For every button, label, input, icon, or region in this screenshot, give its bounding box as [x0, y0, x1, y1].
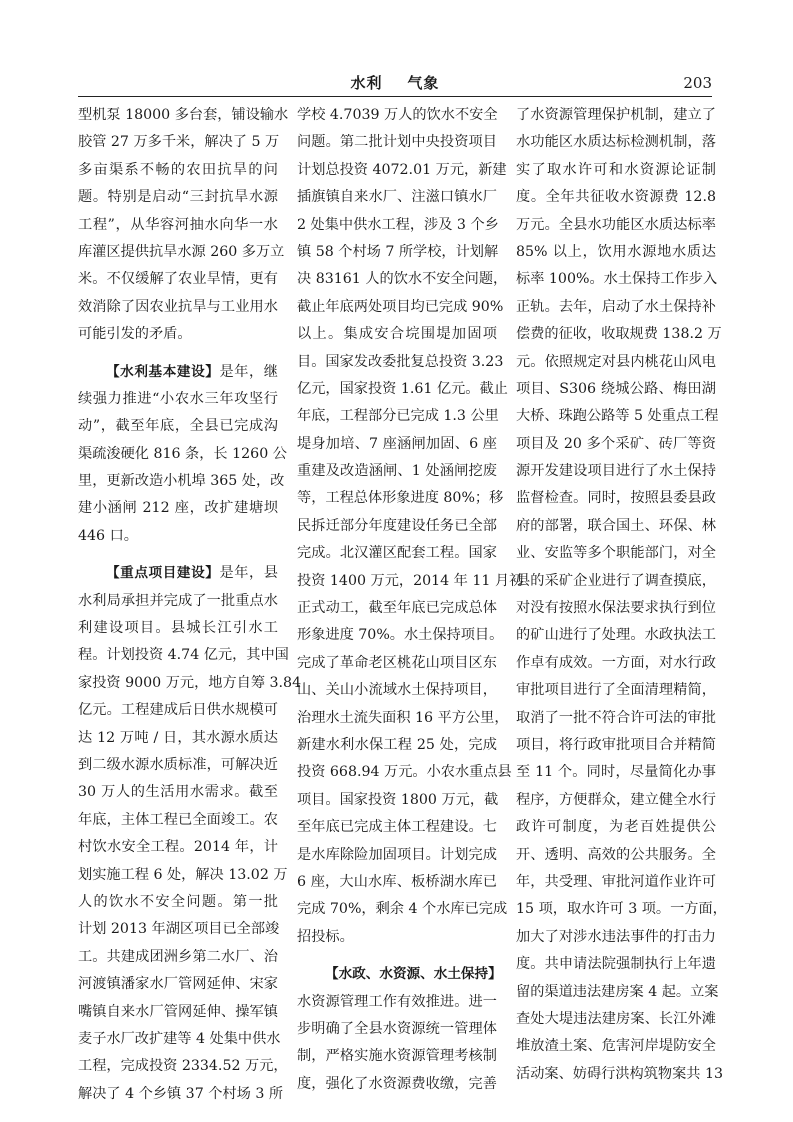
- text-line: [516, 294, 716, 321]
- text-line: [297, 732, 497, 759]
- text-line: [516, 568, 716, 595]
- line-text: 新建水利水保工程 25 处，完成: [297, 736, 497, 753]
- text-line: [78, 807, 278, 834]
- text-line: [78, 1026, 281, 1053]
- line-text: 是年，县: [219, 565, 278, 582]
- text-line: [297, 431, 497, 458]
- text-line: [78, 670, 302, 697]
- line-text: 建小涵闸 212 座，改扩建塘坝: [78, 500, 278, 517]
- line-text: 村饮水安全工程。2014 年，计: [78, 839, 278, 856]
- line-text: 水资源管理工作有效推进。进一: [297, 993, 497, 1010]
- text-line: [516, 485, 716, 512]
- line-text: 30 万人的生活用水需求。截至: [78, 784, 278, 801]
- line-text: 投资 1400 万元，2014 年 11 月初: [297, 572, 524, 589]
- text-line: [297, 376, 508, 403]
- text-line: [78, 916, 278, 943]
- line-text: 到二级水源水质标准，可解决近: [78, 756, 278, 773]
- text-line: [516, 431, 716, 458]
- line-text: 以上。集成安合垸围堤加固项: [297, 326, 497, 343]
- text-line: [516, 239, 716, 266]
- text-line: [78, 441, 287, 468]
- line-text: 计划总投资 4072.01 万元，新建: [297, 161, 507, 178]
- text-line: [516, 1006, 716, 1033]
- text-line: [516, 184, 716, 211]
- text-line: [297, 321, 497, 348]
- page-number: 203: [683, 74, 712, 92]
- line-text: 工。共建成团洲乡第二水厂、治: [78, 948, 278, 965]
- line-text: 可能引发的矛盾。: [78, 326, 192, 343]
- text-line: [78, 1053, 288, 1080]
- text-line: [516, 622, 716, 649]
- line-text: 插旗镇自来水厂、注滋口镇水厂: [297, 189, 497, 206]
- line-text: 2 处集中供水工程，涉及 3 个乡: [297, 216, 499, 233]
- line-text: 学校 4.7039 万人的饮水不安全: [297, 107, 498, 123]
- text-column-2: [297, 102, 524, 1098]
- line-text: 的矿山进行了处理。水政执法工: [516, 627, 716, 644]
- line-text: 审批项目进行了全面清理精简，: [516, 682, 716, 699]
- text-line: [78, 212, 278, 239]
- text-line: [297, 814, 497, 841]
- text-line: [78, 697, 278, 724]
- line-text: 效消除了因农业抗旱与工业用水: [78, 298, 278, 315]
- text-line: [78, 468, 285, 495]
- text-column-1: [78, 102, 302, 1108]
- line-text: 6 座，大山水库、板桥湖水库已: [297, 873, 497, 890]
- line-text: 15 项，取水许可 3 项。一方面，: [516, 901, 727, 918]
- line-text: 府的部署，联合国土、环保、林: [516, 517, 716, 534]
- header-rule: [78, 96, 712, 97]
- section-heading-line: [297, 961, 502, 988]
- text-line: [78, 239, 285, 266]
- text-line: [297, 403, 497, 430]
- line-text: 至 11 个。同时，尽量简化办事: [516, 764, 716, 781]
- line-text: 麦子水厂改扩建等 4 处集中供水: [78, 1030, 281, 1047]
- line-text: 投资 668.94 万元。小农水重点县: [297, 764, 512, 781]
- line-text: 米。不仅缓解了农业旱情，更有: [78, 271, 278, 288]
- line-text: 人的饮水不安全问题。第一批: [78, 893, 278, 910]
- text-line: [516, 513, 716, 540]
- line-text: 招投标。: [297, 928, 354, 945]
- text-line: [78, 862, 288, 889]
- line-text: 完成了革命老区桃花山项目区东: [297, 654, 497, 671]
- text-line: [297, 513, 497, 540]
- text-line: [297, 540, 497, 567]
- text-line: [297, 1016, 497, 1043]
- line-text: 项目、S306 绕城公路、梅田湖: [516, 380, 716, 397]
- text-line: [297, 568, 524, 595]
- line-text: 实了取水许可和水资源论证制: [516, 161, 716, 178]
- line-text: 计划 2013 年湖区项目已全部竣: [78, 921, 280, 938]
- line-text: 查处大堤违法建房案、长江外滩: [516, 1010, 716, 1027]
- text-line: [297, 842, 497, 869]
- text-line: [78, 999, 278, 1026]
- text-line: [297, 650, 497, 677]
- text-line: [78, 321, 278, 348]
- text-line: [297, 705, 509, 732]
- line-text: 完成。北汉灌区配套工程。国家: [297, 545, 497, 562]
- line-text: 正式动工，截至年底已完成总体: [297, 600, 497, 617]
- line-text: 嘴镇自来水厂管网延伸、操军镇: [78, 1003, 278, 1020]
- line-text: 元。依照规定对县内桃花山风电: [516, 353, 716, 370]
- text-line: [516, 458, 716, 485]
- line-text: 利建设项目。县城长江引水工: [78, 620, 278, 637]
- line-text: 活动案、妨碍行洪构筑物案共 13: [516, 1065, 724, 1082]
- text-line: [78, 413, 278, 440]
- text-line: [78, 752, 278, 779]
- text-line: [297, 294, 504, 321]
- text-line: [78, 495, 278, 522]
- line-text: 镇 58 个村场 7 所学校，计划解: [297, 243, 499, 260]
- line-text: 渠疏浚硬化 816 条，长 1260 公: [78, 445, 287, 462]
- line-text: 偿费的征收，收取规费 138.2 万: [516, 326, 722, 343]
- text-line: [297, 989, 497, 1016]
- text-line: [297, 129, 497, 156]
- section-heading-line: [78, 560, 278, 587]
- line-text: 堤身加培、7 座涵闸加固、6 座: [297, 435, 497, 452]
- line-text: 度，强化了水资源费收缴，完善: [297, 1075, 497, 1092]
- line-text: 度。全年共征收水资源费 12.8: [516, 189, 716, 206]
- line-text: 库灌区提供抗旱水源 260 多万立: [78, 243, 285, 260]
- line-text: 工程，完成投资 2334.52 万元，: [78, 1058, 288, 1075]
- line-text: 了水资源管理保护机制，建立了: [516, 107, 716, 123]
- line-text: 是年，继: [219, 363, 278, 380]
- text-line: [297, 212, 497, 239]
- line-text: 制，严格实施水资源管理考核制: [297, 1048, 497, 1065]
- text-line: [78, 294, 278, 321]
- line-text: 堆放渣土案、危害河岸堤防安全: [516, 1038, 716, 1055]
- text-line: [516, 759, 716, 786]
- line-text: 问题。第二批计划中央投资项目: [297, 134, 497, 151]
- line-text: 等，工程总体形象进度 80%；移: [297, 490, 504, 507]
- text-line: [516, 102, 716, 129]
- text-line: [297, 622, 504, 649]
- text-line: [78, 779, 278, 806]
- line-text: 水利局承担并完成了一批重点水: [78, 592, 278, 609]
- line-text: 多亩渠系不畅的农田抗旱的问: [78, 161, 278, 178]
- text-line: [78, 129, 278, 156]
- section-heading: 【水政、水资源、水土保持】: [325, 966, 502, 983]
- text-line: [78, 834, 278, 861]
- text-line: [78, 1081, 284, 1108]
- line-text: 步明确了全县水资源统一管理体: [297, 1020, 497, 1037]
- line-text: 作卓有成效。一方面，对水行政: [516, 654, 716, 671]
- line-text: 胶管 27 万多千米，解决了 5 万: [78, 134, 280, 151]
- text-line: [78, 102, 289, 129]
- line-text: 大桥、珠跑公路等 5 处重点工程: [516, 408, 719, 425]
- line-text: 重建及改造涵闸、1 处涵闸挖废: [297, 463, 497, 480]
- line-text: 水功能区水质达标检测机制，落: [516, 134, 716, 151]
- text-line: [297, 485, 504, 512]
- text-line: [78, 642, 289, 669]
- line-text: 年底，工程部分已完成 1.3 公里: [297, 408, 499, 425]
- line-text: 民拆迁部分年度建设任务已全部: [297, 517, 497, 534]
- text-line: [78, 523, 278, 550]
- text-line: [516, 896, 727, 923]
- line-text: 开、透明、高效的公共服务。全: [516, 846, 716, 863]
- running-header: [78, 74, 712, 92]
- text-line: [297, 759, 512, 786]
- line-text: 年，共受理、审批河道作业许可: [516, 873, 716, 890]
- section-heading: 【重点项目建设】: [106, 565, 220, 582]
- section-heading: 【水利基本建设】: [106, 363, 220, 380]
- line-text: 亿元，国家投资 1.61 亿元。截止: [297, 380, 508, 397]
- text-line: [516, 157, 716, 184]
- text-line: [78, 615, 278, 642]
- text-line: [78, 588, 278, 615]
- text-line: [516, 732, 716, 759]
- line-text: 动”，截至年底，全县已完成沟: [78, 418, 278, 435]
- line-text: 县的采矿企业进行了调查摸底，: [516, 572, 716, 589]
- text-line: [297, 869, 497, 896]
- line-text: 加大了对涉水违法事件的打击力: [516, 928, 716, 945]
- line-text: 标率 100%。水土保持工作步入: [516, 271, 718, 288]
- text-line: [516, 787, 716, 814]
- line-text: 留的渠道违法建房案 4 起。立案: [516, 983, 719, 1000]
- text-line: [516, 1061, 724, 1088]
- text-line: [297, 595, 497, 622]
- text-line: [516, 650, 716, 677]
- line-text: 取消了一批不符合许可法的审批: [516, 709, 716, 726]
- text-line: [516, 266, 716, 293]
- text-line: [78, 184, 278, 211]
- text-line: [516, 1033, 716, 1060]
- text-line: [78, 725, 278, 752]
- text-line: [516, 129, 716, 156]
- text-line: [516, 349, 716, 376]
- text-line: [297, 102, 497, 129]
- line-text: 正轨。去年，启动了水土保持补: [516, 298, 716, 315]
- line-text: 项目及 20 多个采矿、砖厂等资: [516, 435, 716, 452]
- text-line: [297, 239, 497, 266]
- text-line: [78, 944, 278, 971]
- line-text: 业、安监等多个职能部门，对全: [516, 545, 716, 562]
- line-text: 形象进度 70%。水土保持项目。: [297, 627, 504, 644]
- text-line: [516, 869, 716, 896]
- text-line: [297, 1071, 497, 1098]
- line-text: 题。特别是启动“三封抗旱水源: [78, 189, 278, 206]
- text-line: [297, 896, 508, 923]
- line-text: 年底，主体工程已全面竣工。农: [78, 811, 278, 828]
- text-line: [516, 403, 719, 430]
- line-text: 山、关山小流域水土保持项目，: [297, 682, 497, 699]
- line-text: 亿元。工程建成后日供水规模可: [78, 702, 278, 719]
- text-line: [516, 376, 716, 403]
- text-line: [516, 212, 716, 239]
- line-text: 里，更新改造小机埠 365 处，改: [78, 473, 285, 490]
- line-text: 项目，将行政审批项目合并精简: [516, 736, 716, 753]
- text-line: [297, 349, 504, 376]
- text-line: [516, 321, 722, 348]
- text-line: [297, 1043, 497, 1070]
- text-line: [78, 266, 278, 293]
- line-text: 对没有按照水保法要求执行到位: [516, 600, 716, 617]
- text-line: [516, 705, 716, 732]
- text-line: [516, 842, 716, 869]
- text-line: [516, 540, 716, 567]
- section-heading-line: [78, 359, 278, 386]
- line-text: 决 83161 人的饮水不安全问题，: [297, 271, 508, 288]
- line-text: 至年底已完成主体工程建设。七: [297, 819, 497, 836]
- line-text: 监督检查。同时，按照县委县政: [516, 490, 716, 507]
- line-text: 目。国家发改委批复总投资 3.23: [297, 353, 504, 370]
- line-text: 85% 以上，饮用水源地水质达: [516, 243, 716, 260]
- text-line: [297, 458, 497, 485]
- text-line: [516, 595, 716, 622]
- text-line: [516, 677, 716, 704]
- line-text: 达 12 万吨 / 日，其水源水质达: [78, 729, 278, 746]
- line-text: 程。计划投资 4.74 亿元，其中国: [78, 647, 289, 664]
- text-line: [78, 889, 278, 916]
- text-line: [297, 924, 497, 951]
- text-line: [516, 979, 719, 1006]
- text-line: [297, 266, 508, 293]
- line-text: 万元。全县水功能区水质达标率: [516, 216, 716, 233]
- text-line: [78, 971, 278, 998]
- line-text: 项目。国家投资 1800 万元，截: [297, 791, 499, 808]
- line-text: 截止年底两处项目均已完成 90%: [297, 298, 504, 315]
- text-line: [297, 787, 497, 814]
- line-text: 源开发建设项目进行了水土保持: [516, 463, 716, 480]
- line-text: 续强力推进“小农水三年攻坚行: [78, 390, 278, 407]
- line-text: 型机泵 18000 多台套，铺设输水: [78, 107, 289, 123]
- line-text: 度。共申请法院强制执行上年遗: [516, 956, 716, 973]
- text-line: [297, 184, 497, 211]
- line-text: 完成 70%，剩余 4 个水库已完成: [297, 901, 508, 918]
- section-title: 水利 气象: [350, 74, 440, 92]
- text-line: [297, 677, 497, 704]
- text-line: [516, 924, 716, 951]
- line-text: 治理水土流失面积 16 平方公里，: [297, 709, 509, 726]
- text-line: [297, 157, 507, 184]
- line-text: 划实施工程 6 处，解决 13.02 万: [78, 866, 288, 883]
- line-text: 家投资 9000 万元，地方自筹 3.84: [78, 674, 302, 691]
- text-line: [78, 386, 278, 413]
- text-column-3: [516, 102, 727, 1088]
- line-text: 446 口。: [78, 527, 138, 544]
- line-text: 是水库除险加固项目。计划完成: [297, 846, 497, 863]
- line-text: 河渡镇潘家水厂管网延伸、宋家: [78, 976, 278, 993]
- line-text: 政许可制度，为老百姓提供公: [516, 819, 716, 836]
- line-text: 解决了 4 个乡镇 37 个村场 3 所: [78, 1085, 284, 1102]
- text-line: [516, 814, 716, 841]
- line-text: 工程”，从华容河抽水向华一水: [78, 216, 278, 233]
- text-line: [516, 951, 716, 978]
- line-text: 程序，方便群众，建立健全水行: [516, 791, 716, 808]
- text-line: [78, 157, 278, 184]
